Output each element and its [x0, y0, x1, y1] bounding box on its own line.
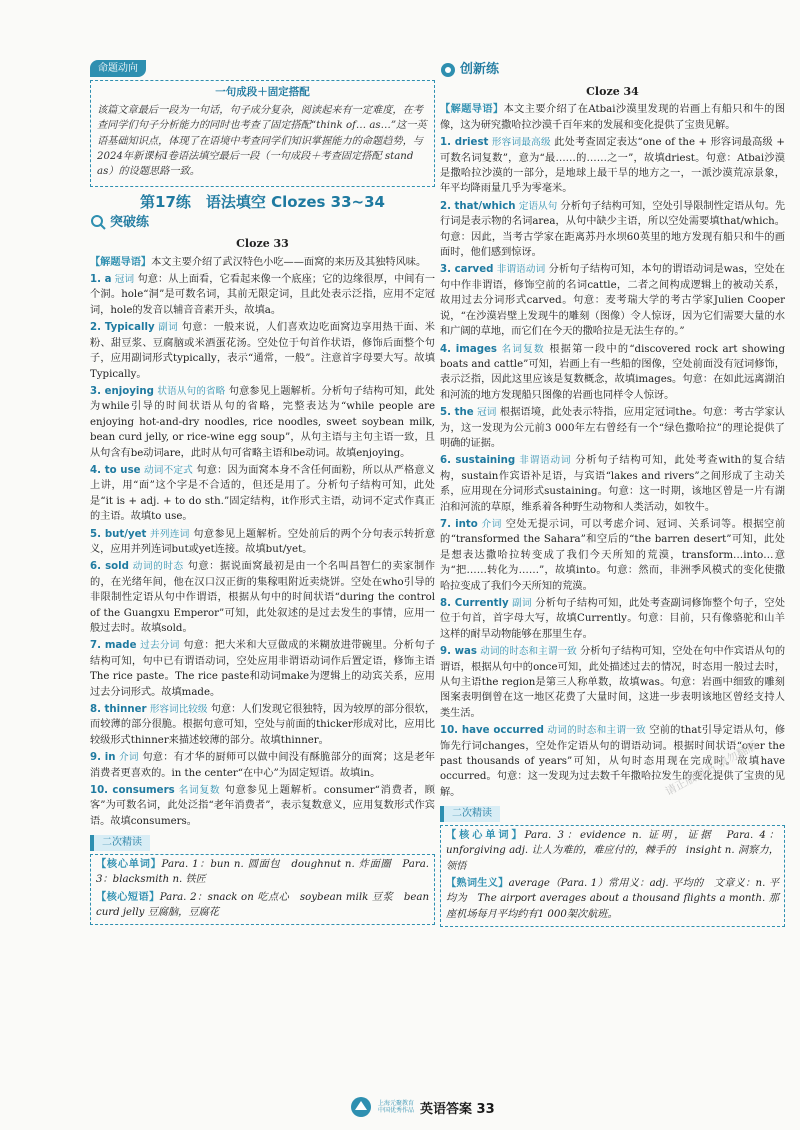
review-text: Para. 2：snack on 吃点心 soybean milk 豆浆 bean curd jelly 豆腐脑，豆腐花 [96, 891, 429, 918]
review-label: 【核心单词】 [446, 829, 525, 841]
page-footer [350, 1095, 520, 1119]
grammar-tag: 名词复数 [501, 343, 545, 355]
answer-key: 6. sustaining [440, 455, 516, 467]
review-label: 【熟词生义】 [446, 877, 509, 889]
explanation-text: 句意：把大米和大豆做成的米糊放进带碗里。分析句子结构可知，句中已有谓语动词，空处应用非谓语动词作后置定语，修饰主语The rice paste。The rice paste和动词make为逻辑上的动宾关系，应用过去分词形式。故填made。 [90, 640, 436, 698]
answer-entry [90, 559, 435, 636]
cloze-34-title: Cloze 34 [586, 85, 639, 98]
watermark: 请正版图书 请勿翻版 [663, 738, 760, 799]
answer-entry [440, 135, 785, 197]
review-text: Para. 1：bun n. 圆面包 doughnut n. 炸面圈 Para. 3：blacksmith n. 铁匠 [96, 858, 430, 886]
trend-tag: 命题动向 [90, 60, 146, 77]
review-item [96, 890, 429, 921]
explanation-text: 分析句子结构可知，空处在句中作宾语从句的谓语，根据从句中的once可知，此处描述过去的情况，时态用一般过去时，从句主语the region是第三人称单数，故填was。句意：岩画中细致的雕刻图案表明倒曾在这一地区花费了大量时间，这进一步表明该地区曾经支持人类生活。 [440, 646, 786, 719]
lesson-title: 第17练 语法填空 Clozes 33~34 [140, 192, 385, 211]
badge-line-2: 中国优秀作品 [378, 1107, 415, 1114]
right-column [440, 60, 785, 927]
answer-key: 10. consumers [90, 785, 175, 797]
answer-key: 8. thinner [90, 704, 147, 716]
cloze-33-guide [90, 255, 435, 270]
answer-entry [90, 750, 435, 781]
answer-key: 4. to use [90, 464, 141, 476]
cloze-34-entries [440, 135, 785, 800]
grammar-tag: 冠词 [114, 274, 135, 286]
innovation-section-head [440, 62, 785, 78]
answer-key: 10. have occurred [440, 725, 544, 737]
answer-entry [90, 272, 435, 318]
answer-entry [90, 527, 435, 558]
answer-key: 5. the [440, 407, 474, 419]
review-text: Para. 3：evidence n. 证明，证据 Para. 4：unforgiving adj. 让人为难的，难应付的，棘手的 insight n. 洞察力，领悟 [446, 829, 779, 872]
explanation-text: 句意参见上题解析。consumer“消费者，顾客”为可数名词，此处泛指“老年消费者”，表示复数意义，应用复数形式作宾语。故填consumers。 [90, 785, 435, 827]
answer-key: 5. but/yet [90, 528, 147, 540]
innovation-section-title: 创新练 [460, 62, 500, 78]
grammar-tag: 非谓语动词 [496, 264, 546, 276]
answer-key: 3. enjoying [90, 385, 154, 397]
answer-entry [440, 453, 785, 515]
grammar-tag: 副词 [158, 322, 179, 334]
grammar-tag: 形容词比较级 [149, 704, 208, 716]
magnifier-icon [90, 214, 106, 230]
grammar-tag: 并列连词 [149, 528, 190, 540]
explanation-text: 空处无提示词，可以考虑介词、冠词、关系词等。根据空前的“transformed the Sahara”和空后的“the barren desert”可知，此处是想表达撒哈拉转变成了我们今天所知的荒漠，transform…into…意为“把……转化为……”，故填into。句意：然而，非洲季风模式的变化使撒哈拉变成了我们今天所知的荒漠。 [440, 518, 786, 592]
explanation-text: 句意：有才华的厨师可以做中间没有酥脆部分的面窝；这是老年消费者更喜欢的。in the center“在中心”为固定短语。故填in。 [90, 752, 435, 779]
grammar-tag: 动词的时态和主谓一致 [480, 646, 577, 658]
guide-text: 本文主要介绍了在Atbai沙漠里发现的岩画上有船只和牛的图像，这为研究撒哈拉沙漠千百年来的发展和变化提供了宝贵见解。 [440, 104, 786, 131]
explanation-text: 句意：一般来说，人们喜欢边吃面窝边享用热干面、米粉、甜豆浆、豆腐脑或米酒蛋花汤。空处位于句首作状语，修饰后面整个句子，应用副词形式typically，表示“通常，一般”。注意首字母要大写。故填Typically。 [90, 322, 435, 380]
grammar-tag: 副词 [512, 598, 532, 609]
trend-box-subtitle: 一句成段＋固定搭配 [215, 86, 310, 99]
explanation-text: 句意：人们发现它很独特，因为较厚的部分很软，而较薄的部分很脆。根据句意可知，空处与前面的thicker形成对比，应用比较级形式thinner来描述较薄的部分。故填thinner。 [90, 704, 436, 746]
review-item [446, 876, 779, 922]
review-text: average（Para. 1）常用义：adj. 平均的 文章义：n. 平均为 The airport averages about a thousand flights a month. 那座机场每月平均约有1 000架次航班。 [446, 877, 780, 920]
left-review-box [90, 854, 435, 926]
answer-key: 4. images [440, 343, 497, 355]
grammar-tag: 动词的时态和主谓一致 [547, 725, 646, 737]
answer-entry [90, 320, 435, 382]
logo-icon [350, 1096, 372, 1118]
answer-entry [440, 405, 785, 451]
answer-entry [440, 262, 785, 339]
right-review-box [440, 825, 785, 927]
explanation-text: 分析句子结构可知，此处考查with的复合结构，sustain作宾语补足语，与宾语“lakes and rivers”之间形成了主动关系，应用现在分词形式sustaining。句意：这一时期，该地区曾是一片有湖泊和河流的草原，维系着各种野生动物和人类活动，如牧牛。 [440, 455, 786, 513]
badge-line-1: 上海元聚教育 [378, 1100, 415, 1107]
review-label: 【核心单词】 [96, 858, 162, 870]
answer-entry [440, 644, 785, 721]
answer-key: 8. Currently [440, 598, 509, 609]
explanation-text: 根据第一段中的“discovered rock art showing boats and cattle”可知，岩画上有一些船的图像，空处前面没有冠词修饰，表示泛指，因此这里应该是复数概念，故填images。句意：在如此远离湖泊和河流的地方发现船只图像的岩画也同样令人惊讶。 [440, 343, 785, 401]
grammar-tag: 名词复数 [178, 785, 221, 797]
answer-key: 6. sold [90, 561, 129, 573]
grammar-tag: 定语从句 [518, 200, 558, 212]
grammar-tag: 介词 [119, 752, 139, 764]
answer-key: 9. in [90, 752, 116, 764]
innovation-icon [440, 62, 456, 78]
answer-key: 1. driest [440, 137, 489, 149]
answer-entry [90, 702, 435, 748]
cloze-33-title: Cloze 33 [236, 237, 289, 251]
answer-entry [90, 783, 435, 829]
answer-entry [440, 596, 785, 642]
explanation-text: 分析句子结构可知，空处引导限制性定语从句。先行词是表示物的名词area，从句中缺少主语，所以空处需要填that/which。句意：因此，当考古学家在距离苏丹水坝60英里的地方发现有船只和牛的画面时，他们感到惊讶。 [440, 200, 786, 259]
guide-label: 【解题导语】 [440, 104, 504, 116]
answer-key: 7. into [440, 518, 478, 530]
review-label: 【核心短语】 [96, 891, 160, 903]
answer-entry [440, 517, 785, 594]
left-column [90, 60, 435, 925]
trend-box-text: 该篇文章最后一段为一句话，句子成分复杂，阅读起来有一定难度，在考查同学们句子分析能力的同时也考查了固定搭配“think of… as…”这一英语基础知识点，体现了在语境中考查同学们知识掌握能力的命题趋势，与2024年新课标Ⅰ卷语法填空最后一段（一句成段＋考查固定搭配 stand as）的设题思路一致。 [97, 104, 427, 178]
review-item [446, 828, 779, 874]
explanation-text: 分析句子结构可知，此处考查副词修饰整个句子，空处位于句首，首字母大写，故填Currently。句意：目前，只有像骆驼和山羊这样的耐旱动物能够在那里生存。 [440, 598, 786, 640]
left-review-title: 二次精读 [90, 835, 150, 850]
grammar-tag: 介词 [481, 518, 502, 530]
grammar-tag: 动词不定式 [143, 464, 193, 476]
right-review-title: 二次精读 [440, 806, 500, 821]
answer-entry [90, 463, 435, 525]
explanation-text: 句意：因为面窝本身不含任何面粉，所以从严格意义上讲，用“面”这个字是不合适的，但还是用了。分析句子结构可知，此处是“it is + adj. + to do sth.”固定结构，it作形式主语，动词不定式作真正的主语。故填to use。 [90, 464, 435, 523]
breakthrough-section-head [90, 214, 435, 230]
footer-badge [378, 1100, 414, 1114]
answer-entry [90, 384, 435, 461]
grammar-tag: 状语从句的省略 [157, 385, 226, 397]
grammar-tag: 非谓语动词 [519, 455, 572, 467]
trend-box [90, 80, 435, 186]
guide-label: 【解题导语】 [90, 256, 152, 268]
answer-key: 7. made [90, 640, 137, 652]
cloze-34-guide [440, 102, 785, 133]
review-item [96, 857, 429, 888]
answer-entry [440, 199, 785, 261]
answer-key: 2. Typically [90, 322, 155, 334]
explanation-text: 此处考查固定表达“one of the + 形容词最高级 + 可数名词复数”，意为“最……的……之一”，故填driest。句意：Atbai沙漠是撒哈拉沙漠的一部分，是地球上最干旱的地方之一，一派沙漠荒凉景象，年平均降雨量几乎为零毫米。 [440, 137, 785, 195]
cloze-33-entries [90, 272, 435, 829]
grammar-tag: 冠词 [477, 407, 497, 419]
breakthrough-section-title: 突破练 [110, 214, 150, 230]
explanation-text: 分析句子结构可知，本句的谓语动词是was，空处在句中作非谓语，修饰空前的名词cattle，二者之间构成逻辑上的被动关系，故用过去分词形式carved。句意：麦考瑞大学的考古学家Julien Cooper说，“在沙漠岩壁上发现牛的雕刻（图像）令人惊讶，因为它们需要大量的水和广阔的草地，而它们在今天的撒哈拉是无法生存的。” [440, 264, 785, 338]
grammar-tag: 过去分词 [140, 640, 180, 652]
answer-key: 2. that/which [440, 200, 516, 212]
explanation-text: 句意参见上题解析。分析句子结构可知，此处为while引导的时间状语从句的省略，完整表达为“while people are enjoying hot-and-dry noodles, rice noodles, sweet soybean milk, bean curd jelly, or rice-wine egg soup”，从句主语与主句主语一致，且从句含有be动词are，此时从句可省略主语和be动词。故填enjoying。 [90, 385, 435, 459]
answer-key: 1. a [90, 274, 112, 286]
explanation-text: 句意：据说面窝最初是由一个名叫昌智仁的卖家制作的，在光绪年间，他在汉口汉正街的集稼咀附近卖烧饼。空处在who引导的非限制性定语从句中作谓语，根据从句中的时间状语“during the control of the Guangxu Emperor”可知，此处叙述的是过去发生的事情，应用一般过去时。故填sold。 [90, 561, 436, 634]
explanation-text: 根据语境，此处表示特指，应用定冠词the。句意：考古学家认为，这一发现为公元前3 000年左右曾经有一个“绿色撒哈拉”的理论提供了明确的证据。 [440, 407, 785, 449]
answer-entry [90, 638, 435, 700]
explanation-text: 句意参见上题解析。空处前后的两个分句表示转折意义，应用并列连词but或yet连接。故填but/yet。 [90, 528, 436, 555]
answer-entry [440, 342, 785, 404]
answer-key: 3. carved [440, 264, 494, 276]
grammar-tag: 动词的时态 [132, 561, 184, 573]
page-number: 英语答案 33 [420, 1101, 495, 1117]
grammar-tag: 形容词最高级 [491, 137, 551, 149]
answer-key: 9. was [440, 646, 477, 658]
guide-text: 本文主要介绍了武汉特色小吃——面窝的来历及其独特风味。 [151, 256, 427, 268]
explanation-text: 句意：从上面看，它看起来像一个底座；它的边缘很厚，中间有一个洞。hole“洞”是可数名词，其前无限定词，且此处表示泛指，应用不定冠词，hole的发音以辅音音素开头，故填a。 [90, 274, 436, 316]
explanation-text: 空前的that引导定语从句，修饰先行词changes，空处作定语从句的谓语动词。根据时间状语“over the past thousands of years”可知，从句时态用现在完成时。故填have occurred。句意：这一发现为过去数千年撒哈拉发生的变化提供了宝贵的见解。 [440, 725, 786, 798]
